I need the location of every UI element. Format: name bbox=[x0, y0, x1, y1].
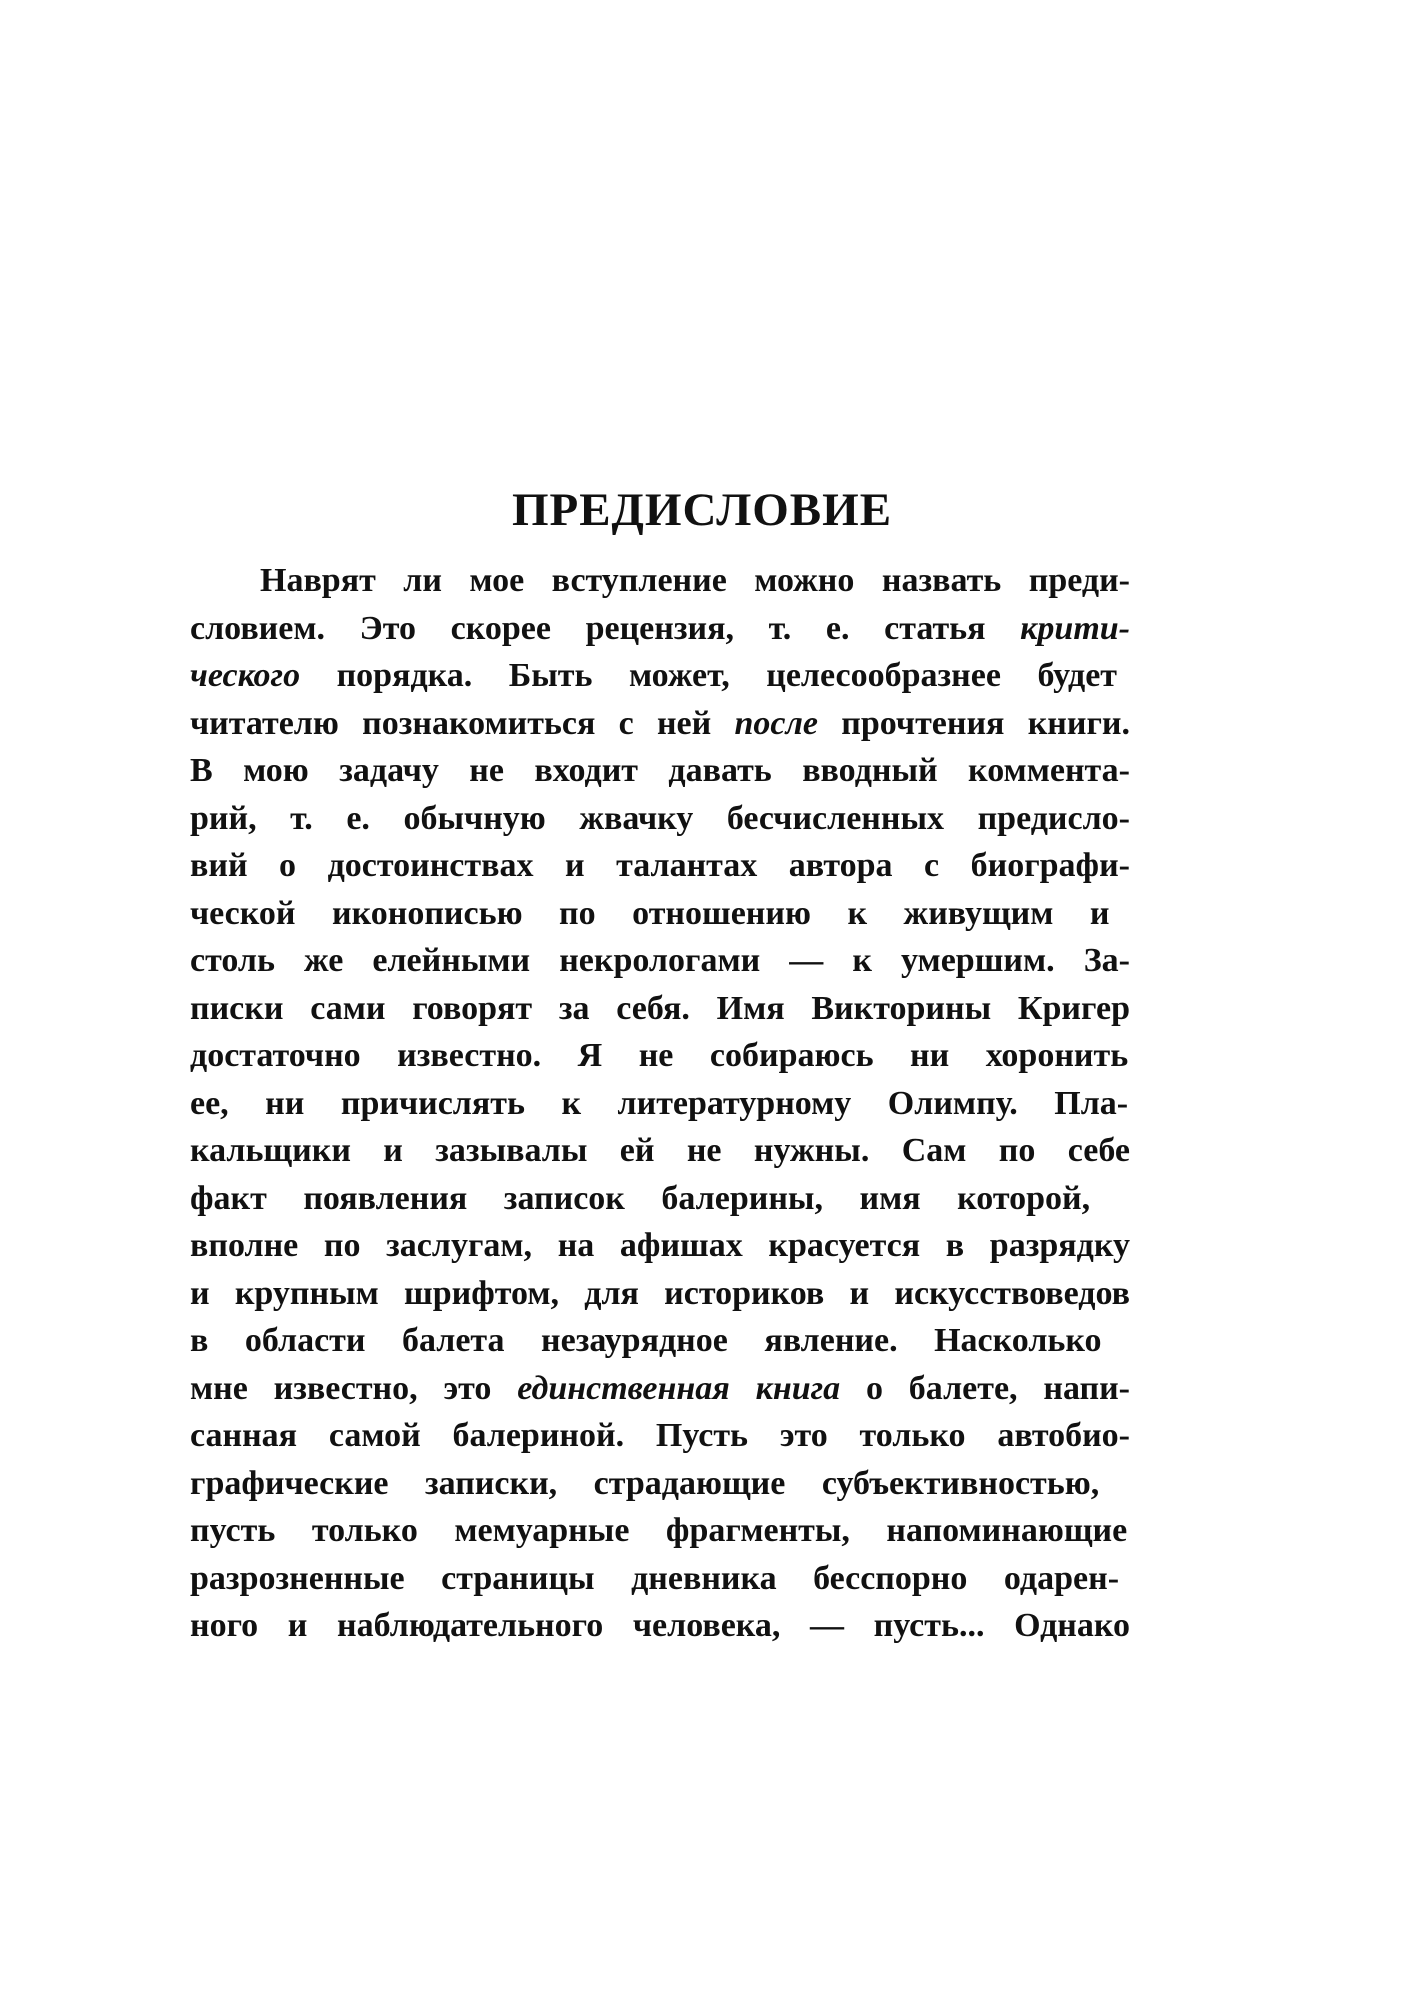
text-line-content bbox=[190, 942, 1130, 979]
text-run: о балете, напи- bbox=[840, 1369, 1130, 1407]
text-run: пусть только мемуарные фрагменты, напоминающие bbox=[190, 1512, 1128, 1549]
preface-paragraph bbox=[190, 557, 1190, 1650]
text-run: санная самой балериной. Пусть это только автобио- bbox=[190, 1417, 1130, 1454]
text-run: вполне по заслугам, на афишах красуется в разрядку bbox=[190, 1227, 1130, 1264]
text-line bbox=[190, 1032, 1190, 1080]
text-line bbox=[190, 795, 1190, 843]
text-line-content bbox=[190, 1560, 1119, 1597]
text-run: словием. Это скорее рецензия, т. е. статья bbox=[190, 609, 1021, 647]
text-line bbox=[190, 747, 1190, 795]
text-line-content bbox=[190, 1465, 1099, 1502]
text-run: ее, ни причислять к литературному Олимпу. Пла- bbox=[190, 1084, 1129, 1122]
text-line bbox=[190, 890, 1190, 938]
text-line bbox=[190, 937, 1190, 985]
text-run: и крупным шрифтом, для историков и искусствоведов bbox=[190, 1274, 1130, 1312]
text-line bbox=[190, 1555, 1190, 1603]
text-line bbox=[190, 652, 1190, 700]
text-line bbox=[190, 985, 1190, 1033]
text-line-content bbox=[190, 705, 1130, 742]
text-run: рий, т. е. обычную жвачку бесчисленных предисло- bbox=[190, 799, 1130, 837]
text-line-content bbox=[190, 895, 1110, 932]
text-line-content bbox=[190, 1370, 1130, 1407]
text-run: писки сами говорят за себя. Имя Викторины Кригер bbox=[190, 989, 1130, 1027]
text-run: читателю познакомиться с ней bbox=[190, 704, 735, 742]
text-line-content bbox=[260, 562, 1130, 599]
text-run: порядка. Быть может, целесообразнее будет bbox=[300, 657, 1118, 694]
text-line-content bbox=[190, 1227, 1130, 1264]
text-line-content bbox=[190, 1512, 1127, 1549]
text-line bbox=[190, 1317, 1190, 1365]
text-run: разрозненные страницы дневника бесспорно одарен- bbox=[190, 1559, 1120, 1597]
text-run: факт появления записок балерины, имя которой, bbox=[190, 1179, 1091, 1217]
text-line-content bbox=[190, 1180, 1090, 1217]
text-line-content bbox=[190, 752, 1130, 789]
text-line-content bbox=[190, 990, 1130, 1027]
italic-text-run: после bbox=[734, 704, 819, 742]
text-run: В мою задачу не входит давать вводный коммента- bbox=[190, 752, 1130, 789]
text-run: ческой иконописью по отношению к живущим и bbox=[190, 894, 1110, 932]
text-run: в области балета незаурядное явление. Насколько bbox=[190, 1322, 1102, 1359]
text-run: достаточно известно. Я не собираюсь ни хоронить bbox=[190, 1037, 1129, 1074]
text-run: мне известно, это bbox=[190, 1369, 518, 1407]
text-line-content bbox=[190, 1275, 1130, 1312]
text-line bbox=[190, 1270, 1190, 1318]
text-line-content bbox=[190, 1132, 1130, 1169]
text-line-content bbox=[190, 1607, 1130, 1644]
text-line bbox=[190, 700, 1190, 748]
text-line bbox=[190, 1507, 1190, 1555]
text-run: ного и наблюдательного человека, — пусть... Однако bbox=[190, 1607, 1130, 1644]
text-line bbox=[190, 1080, 1190, 1128]
text-line-content bbox=[190, 800, 1130, 837]
text-line-content bbox=[190, 1085, 1128, 1122]
italic-text-run: ческого bbox=[190, 657, 301, 694]
text-line bbox=[190, 1222, 1190, 1270]
text-line bbox=[190, 1460, 1190, 1508]
text-run: Наврят ли мое вступление можно назвать преди- bbox=[260, 562, 1130, 599]
italic-text-run: крити- bbox=[1020, 609, 1130, 647]
text-run: вий о достоинствах и талантах автора с биографи- bbox=[190, 847, 1130, 884]
text-line-content bbox=[190, 610, 1130, 647]
text-line-content bbox=[190, 657, 1117, 694]
text-line-content bbox=[190, 1417, 1130, 1454]
text-line bbox=[190, 1365, 1190, 1413]
text-line bbox=[190, 1127, 1190, 1175]
italic-text-run: единственная книга bbox=[517, 1369, 841, 1407]
text-line-content bbox=[190, 1322, 1102, 1359]
text-run: графические записки, страдающие субъективностью, bbox=[190, 1464, 1100, 1502]
text-line bbox=[190, 1175, 1190, 1223]
text-line bbox=[190, 605, 1190, 653]
text-line bbox=[190, 1412, 1190, 1460]
text-run: кальщики и зазывалы ей не нужны. Сам по себе bbox=[190, 1132, 1130, 1169]
text-line bbox=[190, 557, 1190, 605]
page-title: ПРЕДИСЛОВИЕ bbox=[511, 484, 893, 536]
text-line bbox=[190, 842, 1190, 890]
text-line bbox=[190, 1602, 1190, 1650]
text-line-content bbox=[190, 1037, 1128, 1074]
text-run: столь же елейными некрологами — к умершим. За- bbox=[190, 942, 1130, 979]
text-line-content bbox=[190, 847, 1130, 884]
text-run: прочтения книги. bbox=[818, 704, 1130, 742]
